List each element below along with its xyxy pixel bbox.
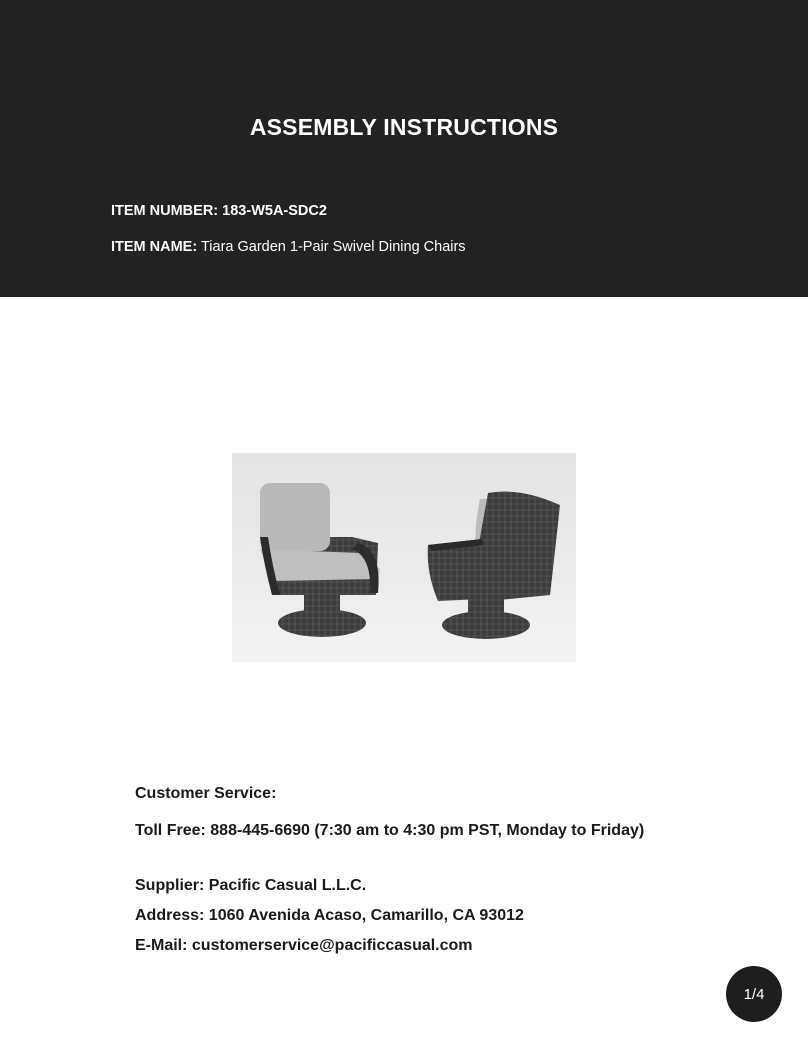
item-name-row — [111, 239, 466, 255]
item-name-value: Tiara Garden 1-Pair Swivel Dining Chairs — [200, 239, 466, 255]
page-title: ASSEMBLY INSTRUCTIONS — [249, 114, 559, 140]
email-line: E-Mail: customerservice@pacificcasual.com — [135, 937, 473, 954]
product-photo — [232, 453, 576, 662]
item-number-value: 183-W5A-SDC2 — [222, 203, 327, 219]
address-line: Address: 1060 Avenida Acaso, Camarillo, CA 93012 — [135, 907, 524, 924]
item-name-label: ITEM NAME: — [111, 239, 198, 255]
toll-free-line: Toll Free: 888-445-6690 (7:30 am to 4:30 pm PST, Monday to Friday) — [135, 822, 645, 839]
page-number-badge: 1/4 — [726, 966, 782, 1022]
swivel-chairs-illustration — [232, 453, 576, 662]
item-number-row — [111, 203, 327, 219]
header-banner — [0, 0, 808, 297]
customer-service-heading: Customer Service: — [135, 785, 277, 802]
item-number-label: ITEM NUMBER: — [111, 203, 219, 219]
supplier-line: Supplier: Pacific Casual L.L.C. — [135, 877, 367, 894]
